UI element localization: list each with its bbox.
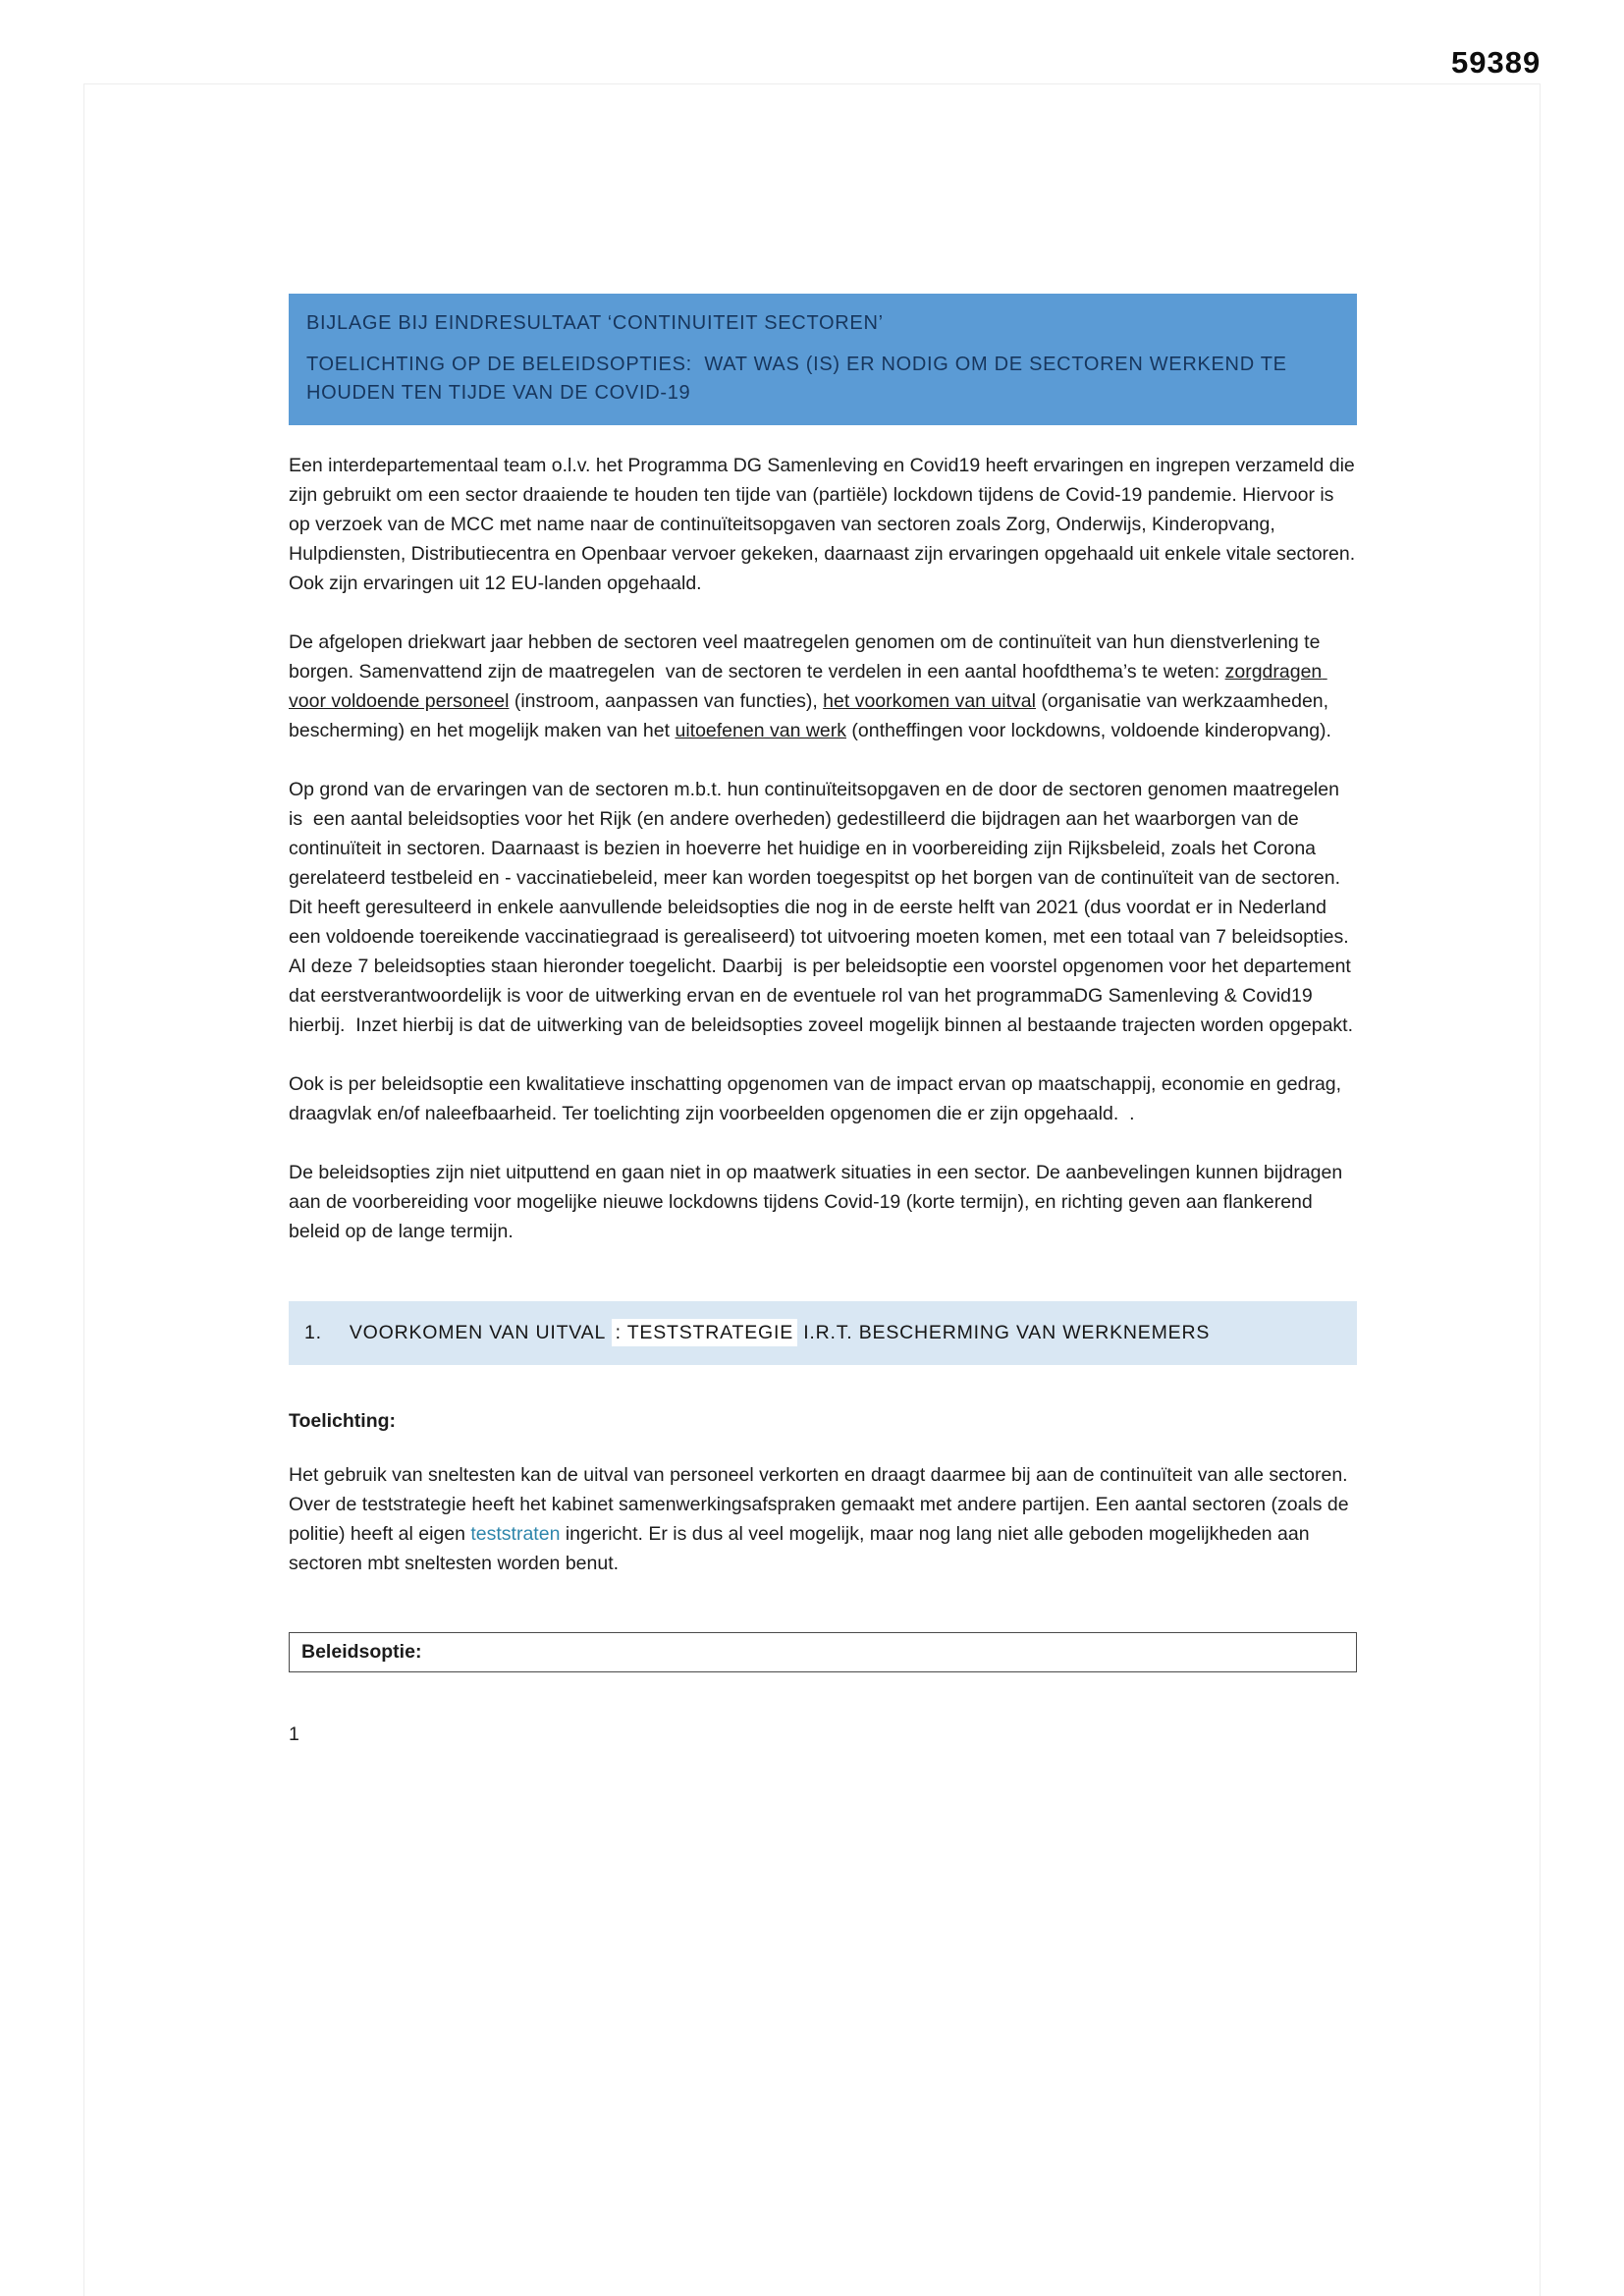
text-segment: (organisatie van werkzaamheden, bescherming) en het mogelijk maken van het <box>289 690 1334 741</box>
text-segment: ingericht. Er is dus al veel mogelijk, maar nog lang niet alle geboden mogelijkheden aan sectoren mbt sneltesten worden benut. <box>289 1523 1315 1574</box>
paragraph-maatregelen <box>289 628 1357 745</box>
section-title-pre: VOORKOMEN VAN UITVAL <box>349 1322 612 1343</box>
scanned-page <box>83 83 1541 2296</box>
toelichting-heading: Toelichting: <box>289 1410 397 1432</box>
paragraph-beleidsopties: Op grond van de ervaringen van de sectoren m.b.t. hun continuïteitsopgaven en de door de sectoren genomen maatregelen is een aantal beleidsopties voor het Rijk (en andere overheden) gedestilleerd die bijdragen aan het waarborgen van de continuïteit in sectoren. Daarnaast is bezien in hoeverre het huidige en in voorbereiding zijn Rijksbeleid, zoals het Corona gerelateerd testbeleid en - vaccinatiebeleid, meer kan worden toegespitst op het borgen van de continuïteit van de sectoren. Dit heeft geresulteerd in enkele aanvullende beleidsopties die nog in de eerste helft van 2021 (dus voordat er in Nederland een voldoende toereikende vaccinatiegraad is gerealiseerd) tot uitvoering moeten komen, met een totaal van 7 beleidsopties. Al deze 7 beleidsopties staan hieronder toegelicht. Daarbij is per beleidsoptie een voorstel opgenomen voor het departement dat eerstverantwoordelijk is voor de uitwerking ervan en de eventuele rol van het programmaDG Samenleving & Covid19 hierbij. Inzet hierbij is dat de uitwerking van de beleidsopties zoveel mogelijk binnen al bestaande trajecten worden opgepakt. <box>289 779 1357 1036</box>
paragraph-impact: Ook is per beleidsoptie een kwalitatieve inschatting opgenomen van de impact ervan op maatschappij, economie en gedrag, draagvlak en/of naleefbaarheid. Ter toelichting zijn voorbeelden opgenomen die er zijn opgehaald. . <box>289 1073 1347 1124</box>
beleidsoptie-label: Beleidsoptie: <box>301 1641 422 1663</box>
underlined-phrase-personeel: zorgdragen voor voldoende personeel <box>289 661 1327 712</box>
section-1-heading <box>289 1301 1357 1365</box>
text-segment: Het gebruik van sneltesten kan de uitval van personeel verkorten en draagt daarmee bij aan de continuïteit van alle sectoren. Over de teststrategie heeft het kabinet samenwerkingsafspraken gemaakt met andere partijen. Een aantal sectoren (zoals de politie) heeft al eigen <box>289 1464 1355 1545</box>
page-number: 1 <box>289 1723 299 1745</box>
text-segment: (ontheffingen voor lockdowns, voldoende kinderopvang). <box>846 720 1331 741</box>
title-line-2: TOELICHTING OP DE BELEIDSOPTIES: WAT WAS (IS) ER NODIG OM DE SECTOREN WERKEND TE HOUDEN TEN TIJDE VAN DE COVID-19 <box>306 354 1293 404</box>
underlined-phrase-werk: uitoefenen van werk <box>675 720 846 741</box>
content-column <box>289 84 1361 1746</box>
section-title-highlight: : TESTSTRATEGIE <box>612 1319 797 1346</box>
link-teststraten: teststraten <box>470 1523 561 1545</box>
text-segment: (instroom, aanpassen van functies), <box>509 690 824 712</box>
title-banner <box>289 294 1357 425</box>
paragraph-niet-uitputtend: De beleidsopties zijn niet uitputtend en gaan niet in op maatwerk situaties in een sector. De aanbevelingen kunnen bijdragen aan de voorbereiding voor mogelijke nieuwe lockdowns tijdens Covid-19 (korte termijn), en richting geven aan flankerend beleid op de lange termijn. <box>289 1162 1348 1242</box>
section-title-post: I.R.T. BESCHERMING VAN WERKNEMERS <box>797 1322 1211 1343</box>
toelichting-paragraph <box>289 1460 1357 1578</box>
beleidsoptie-box <box>289 1632 1357 1672</box>
document-number: 59389 <box>1451 45 1542 80</box>
section-number: 1. <box>304 1322 322 1343</box>
underlined-phrase-uitval: het voorkomen van uitval <box>823 690 1036 712</box>
paragraph-intro: Een interdepartementaal team o.l.v. het Programma DG Samenleving en Covid19 heeft ervaringen en ingrepen verzameld die zijn gebruikt om een sector draaiende te houden ten tijde van (partiële) lockdown tijdens de Covid-19 pandemie. Hiervoor is op verzoek van de MCC met name naar de continuïteitsopgaven van sectoren zoals Zorg, Onderwijs, Kinderopvang, Hulpdiensten, Distributiecentra en Openbaar vervoer gekeken, daarnaast zijn ervaringen opgehaald uit enkele vitale sectoren. Ook zijn ervaringen uit 12 EU-landen opgehaald. <box>289 455 1361 594</box>
title-line-1: BIJLAGE BIJ EINDRESULTAAT ‘CONTINUITEIT SECTOREN’ <box>306 312 884 334</box>
text-segment: De afgelopen driekwart jaar hebben de sectoren veel maatregelen genomen om de continuïteit van hun dienstverlening te borgen. Samenvattend zijn de maatregelen van de sectoren te verdelen in een aantal hoofdthema’s te weten: <box>289 631 1326 683</box>
